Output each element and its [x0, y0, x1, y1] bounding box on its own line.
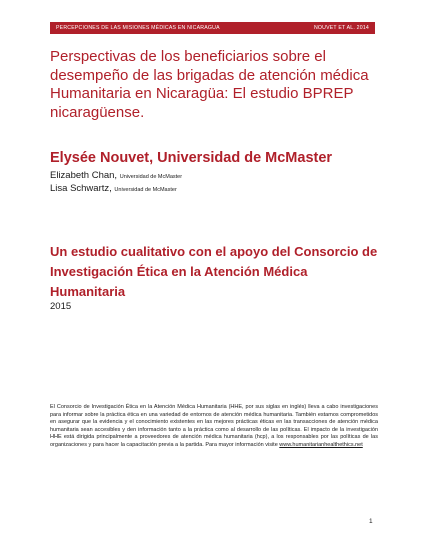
- website-link[interactable]: www.humanitarianhealthethics.net: [279, 441, 363, 448]
- co-author-name: Lisa Schwartz,: [50, 183, 112, 194]
- running-header-right: NOUVET ET AL. 2014: [313, 25, 369, 31]
- description-text: El Consorcio de Investigación Ética en la Atención Médica Humanitaria (HHE, por sus siglas en inglés) lleva a cabo investigaciones para informar sobre la práctica ética en una variedad de entornos de atención médica humanitaria. También estamos comprometidos en asegurar que la evidencia y el conocimiento existentes en las mejores prácticas éticas en las transacciones de atención médica humanitaria sean accesibles y den información tanto a la práctica como al desarrollo de las políticas. El impacto de la investigación HHE está dirigida principalmente a proveedores de atención médica humanitaria (hcp), a los responsables por las políticas de las organizaciones y para hacer la capacitación previa a la partida. Para mayor información visite: [50, 404, 378, 448]
- co-author-affiliation: Universidad de McMaster: [114, 187, 177, 193]
- co-author-1: [50, 170, 182, 181]
- publication-year: 2015: [50, 301, 72, 312]
- co-author-name: Elizabeth Chan,: [50, 170, 118, 181]
- co-author-affiliation: Universidad de McMaster: [119, 174, 183, 180]
- study-subtitle: Un estudio cualitativo con el apoyo del Consorcio de Investigación Ética en la Atención Médica Humanitaria: [50, 244, 378, 299]
- consortium-description: [50, 404, 378, 450]
- co-author-2: [50, 183, 177, 194]
- running-header: [50, 22, 375, 34]
- running-header-left: PERCEPCIONES DE LAS MISIONES MÉDICAS EN NICARAGUA: [56, 25, 220, 31]
- lead-author: Elysée Nouvet, Universidad de McMaster: [50, 150, 333, 166]
- page-number: 1: [369, 518, 373, 525]
- document-title: Perspectivas de los beneficiarios sobre el desempeño de las brigadas de atención médica Humanitaria en Nicaragüa: El estudio BPREP nicaragüense.: [50, 48, 369, 121]
